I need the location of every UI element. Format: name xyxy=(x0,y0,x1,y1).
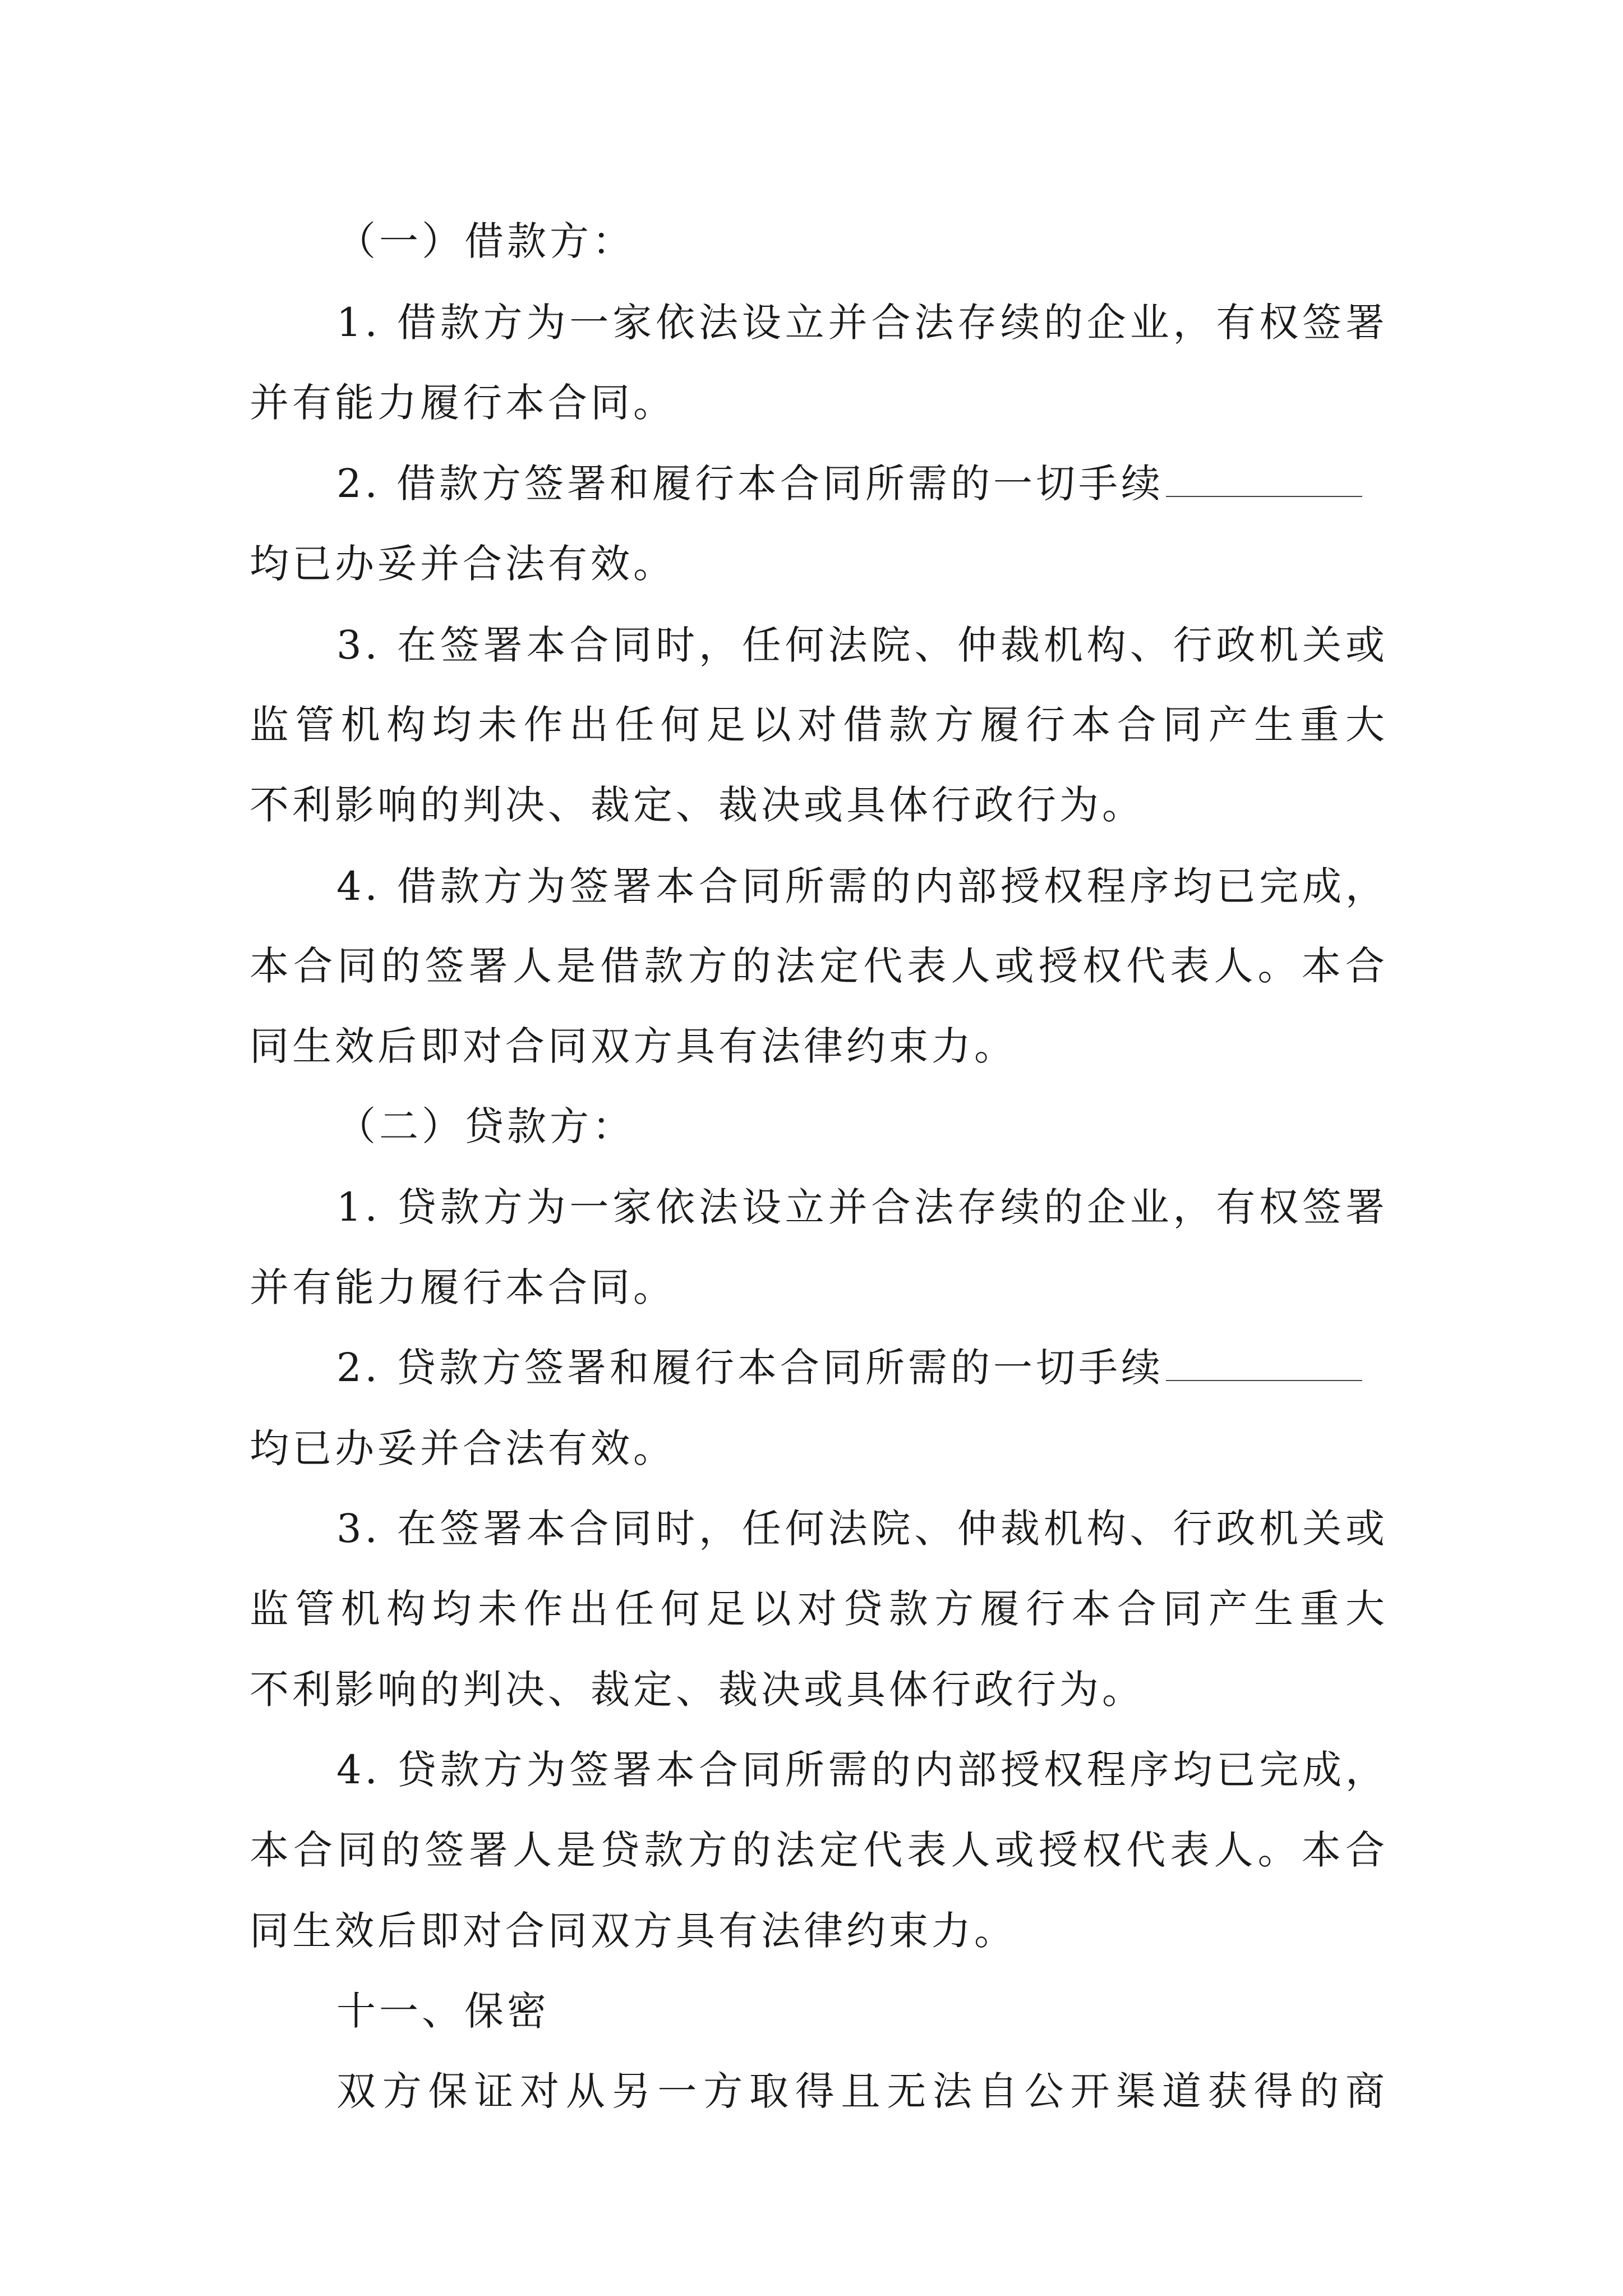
borrower-item-3-line-3: 不利影响的判决、裁定、裁决或具体行政行为。 xyxy=(250,782,1145,828)
borrower-item-4-line-1: 4. 借款方为签署本合同所需的内部授权程序均已完成， xyxy=(336,863,1388,909)
lender-item-3-line-1: 3. 在签署本合同时，任何法院、仲裁机构、行政机关或 xyxy=(336,1506,1388,1552)
borrower-item-1-line-1: 1. 借款方为一家依法设立并合法存续的企业，有权签署 xyxy=(336,300,1388,346)
lender-item-2-line-1 xyxy=(336,1334,1388,1401)
heading-borrower: （一）借款方： xyxy=(336,218,635,264)
borrower-item-1-line-2: 并有能力履行本合同。 xyxy=(250,380,676,426)
lender-item-3-line-3: 不利影响的判决、裁定、裁决或具体行政行为。 xyxy=(250,1667,1145,1713)
lender-item-2-text: 2. 贷款方签署和履行本合同所需的一切手续 xyxy=(336,1345,1164,1391)
lender-item-2-blank xyxy=(1166,1341,1362,1381)
lender-item-3-line-2: 监管机构均未作出任何足以对贷款方履行本合同产生重大 xyxy=(250,1586,1388,1632)
borrower-item-2-line-1 xyxy=(336,450,1388,517)
borrower-item-4-line-3: 同生效后即对合同双方具有法律约束力。 xyxy=(250,1023,1017,1069)
lender-item-4-line-1: 4. 贷款方为签署本合同所需的内部授权程序均已完成， xyxy=(336,1747,1388,1793)
section-11-line-1: 双方保证对从另一方取得且无法自公开渠道获得的商 xyxy=(336,2068,1388,2114)
borrower-item-3-line-2: 监管机构均未作出任何足以对借款方履行本合同产生重大 xyxy=(250,702,1388,748)
lender-item-4-line-3: 同生效后即对合同双方具有法律约束力。 xyxy=(250,1908,1017,1954)
borrower-item-2-line-2: 均已办妥并合法有效。 xyxy=(250,541,676,587)
borrower-item-4-line-2: 本合同的签署人是借款方的法定代表人或授权代表人。本合 xyxy=(250,943,1388,989)
borrower-item-2-blank xyxy=(1166,457,1362,497)
borrower-item-3-line-1: 3. 在签署本合同时，任何法院、仲裁机构、行政机关或 xyxy=(336,622,1388,668)
section-11-heading: 十一、保密 xyxy=(336,1988,550,2034)
lender-item-1-line-1: 1. 贷款方为一家依法设立并合法存续的企业，有权签署 xyxy=(336,1184,1388,1230)
lender-item-4-line-2: 本合同的签署人是贷款方的法定代表人或授权代表人。本合 xyxy=(250,1827,1388,1873)
heading-lender: （二）贷款方： xyxy=(336,1103,635,1149)
lender-item-1-line-2: 并有能力履行本合同。 xyxy=(250,1264,676,1310)
lender-item-2-line-2: 均已办妥并合法有效。 xyxy=(250,1425,676,1471)
borrower-item-2-text: 2. 借款方签署和履行本合同所需的一切手续 xyxy=(336,461,1164,507)
